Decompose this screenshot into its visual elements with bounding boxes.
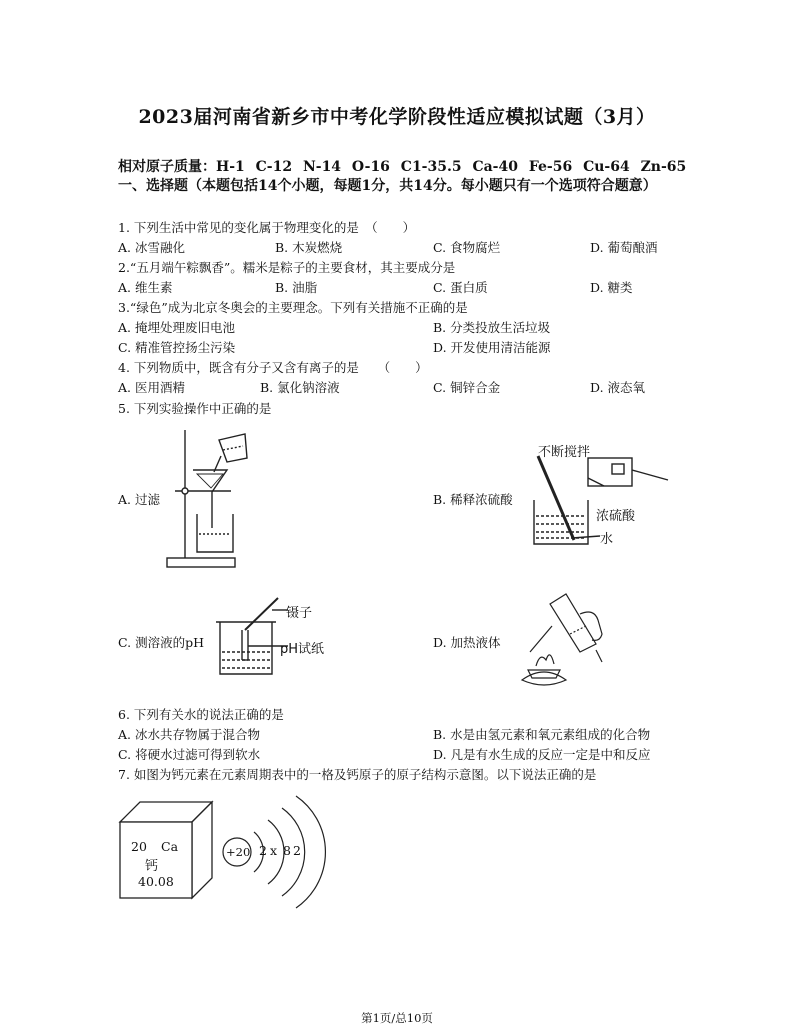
- q2-option-b: B. 油脂: [275, 280, 318, 295]
- q1-option-b: B. 木炭燃烧: [275, 240, 343, 255]
- q1-option-a: A. 冰雪融化: [118, 240, 185, 255]
- shell-4-electrons: 2: [293, 843, 301, 858]
- heating-liquid-figure: [510, 590, 610, 690]
- tweezers-label: 镊子: [286, 606, 313, 621]
- q6-option-d: D. 凡是有水生成的反应一定是中和反应: [433, 747, 651, 762]
- q3-option-c: C. 精准管控扬尘污染: [118, 340, 236, 355]
- q2-option-d: D. 糖类: [590, 280, 633, 295]
- water-label: 水: [600, 532, 614, 547]
- element-atomic-number: 20: [131, 839, 147, 854]
- question-7-stem: 7. 如图为钙元素在元素周期表中的一格及钙原子的原子结构示意图。以下说法正确的是: [118, 767, 597, 782]
- question-1-stem: 1. 下列生活中常见的变化属于物理变化的是 （ ）: [118, 220, 416, 235]
- element-symbol: Ca: [161, 839, 179, 854]
- q1-option-d: D. 葡萄酿酒: [590, 240, 658, 255]
- shell-1-electrons: 2: [259, 843, 267, 858]
- element-atomic-mass: 40.08: [138, 874, 174, 889]
- q5-option-b: B. 稀释浓硫酸: [433, 492, 513, 507]
- q4-option-c: C. 铜锌合金: [433, 380, 501, 395]
- question-6-stem: 6. 下列有关水的说法正确的是: [118, 707, 284, 722]
- page-footer: 第1页/总10页: [361, 1011, 433, 1025]
- q3-option-a: A. 掩埋处理废旧电池: [118, 320, 235, 335]
- atomic-masses: 相对原子质量：H-1 C-12 N-14 O-16 C1-35.5 Ca-40 Fe-56 Cu-64 Zn-65: [118, 159, 687, 175]
- q2-option-a: A. 维生素: [118, 280, 173, 295]
- question-3-stem: 3.“绿色”成为北京冬奥会的主要理念。下列有关措施不正确的是: [118, 300, 468, 315]
- section-heading: 一、选择题（本题包括14个小题，每题1分，共14分。每小题只有一个选项符合题意）: [118, 178, 657, 194]
- ph-paper-label: pH试纸: [280, 642, 325, 657]
- q2-option-c: C. 蛋白质: [433, 280, 488, 295]
- stir-label: 不断搅拌: [538, 445, 591, 460]
- q4-option-d: D. 液态氧: [590, 380, 646, 395]
- page-title: 2023届河南省新乡市中考化学阶段性适应模拟试题（3月）: [138, 106, 656, 128]
- q5-option-c: C. 测溶液的pH: [118, 635, 204, 650]
- q6-option-c: C. 将硬水过滤可得到软水: [118, 747, 261, 762]
- q4-option-a: A. 医用酒精: [118, 380, 185, 395]
- q3-option-d: D. 开发使用清洁能源: [433, 340, 551, 355]
- q6-option-a: A. 冰水共存物属于混合物: [118, 727, 260, 742]
- ph-test-figure: [212, 596, 292, 678]
- question-2-stem: 2.“五月端午粽飘香”。糯米是粽子的主要食材，其主要成分是: [118, 260, 456, 275]
- question-5-stem: 5. 下列实验操作中正确的是: [118, 401, 272, 416]
- element-name: 钙: [145, 859, 159, 874]
- q5-option-d: D. 加热液体: [433, 635, 501, 650]
- nucleus-charge: +20: [226, 845, 251, 859]
- q3-option-b: B. 分类投放生活垃圾: [433, 320, 551, 335]
- q6-option-b: B. 水是由氢元素和氧元素组成的化合物: [433, 727, 651, 742]
- shell-3-electrons: 8: [283, 843, 291, 858]
- concentrated-acid-label: 浓硫酸: [596, 509, 636, 524]
- shell-2-electrons: x: [270, 843, 278, 858]
- q1-option-c: C. 食物腐烂: [433, 240, 501, 255]
- filtration-figure: [165, 428, 255, 570]
- question-4-stem: 4. 下列物质中，既含有分子又含有离子的是 （ ）: [118, 360, 428, 375]
- q4-option-b: B. 氯化钠溶液: [260, 380, 340, 395]
- q5-option-a: A. 过滤: [118, 492, 160, 507]
